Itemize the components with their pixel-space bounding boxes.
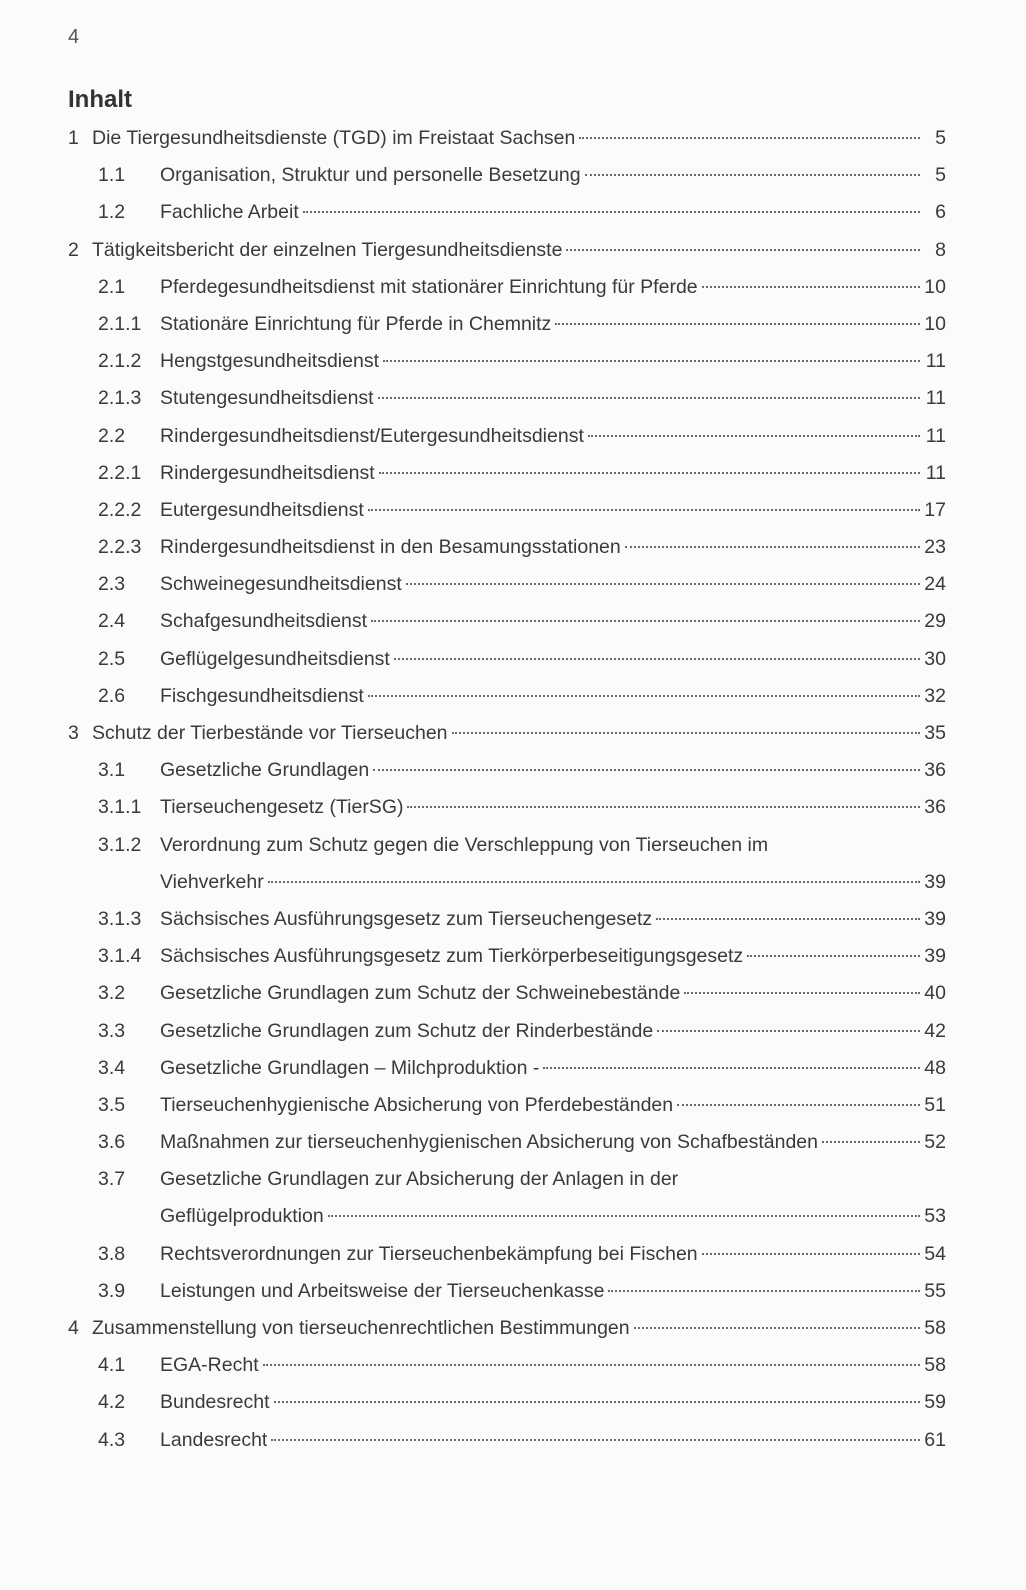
toc-entry-title: Gesetzliche Grundlagen zur Absicherung der Anlagen in der xyxy=(160,1168,679,1191)
toc-entry[interactable] xyxy=(68,901,946,938)
toc-entry-title: Landesrecht xyxy=(160,1428,268,1451)
dot-leader xyxy=(368,695,920,697)
toc-entry-title: Hengstgesundheitsdienst xyxy=(160,350,379,373)
toc-entry[interactable] xyxy=(68,529,946,566)
toc-entry-number: 2.1.2 xyxy=(98,350,142,373)
toc-entry-continuation xyxy=(160,864,946,901)
dot-leader xyxy=(303,211,920,213)
toc-entry-number: 3.1 xyxy=(98,759,126,782)
toc-entry[interactable] xyxy=(68,752,946,789)
toc-entry-page: 36 xyxy=(924,796,946,819)
toc-entry-title: Schweinegesundheitsdienst xyxy=(160,573,402,596)
toc-entry-title: Gesetzliche Grundlagen – Milchproduktion - xyxy=(160,1056,540,1079)
dot-leader xyxy=(371,620,920,622)
toc-entry-page: 10 xyxy=(924,275,946,298)
toc-entry-title-continued: Viehverkehr xyxy=(160,870,264,893)
toc-entry-title: Verordnung zum Schutz gegen die Verschleppung von Tierseuchen im xyxy=(160,833,769,856)
dot-leader xyxy=(702,286,920,288)
toc-entry-number: 3.2 xyxy=(98,982,126,1005)
toc-entry[interactable] xyxy=(68,566,946,603)
toc-entry-page: 23 xyxy=(924,536,946,559)
toc-entry-page: 58 xyxy=(924,1317,946,1340)
toc-entry-number: 4.1 xyxy=(98,1354,126,1377)
toc-entry-page: 39 xyxy=(924,945,946,968)
toc-entry-number: 3.6 xyxy=(98,1131,126,1154)
toc-entry-number: 3.1.2 xyxy=(98,833,142,856)
dot-leader xyxy=(657,1030,920,1032)
dot-leader xyxy=(263,1364,920,1366)
toc-entry[interactable] xyxy=(68,1347,946,1384)
toc-entry-number: 2.1.1 xyxy=(98,312,142,335)
toc-entry[interactable] xyxy=(68,938,946,975)
toc-entry-page: 58 xyxy=(924,1354,946,1377)
toc-entry[interactable] xyxy=(68,1384,946,1421)
dot-leader xyxy=(625,546,920,548)
toc-entry-number: 3.5 xyxy=(98,1093,126,1116)
toc-entry-title: Stutengesundheitsdienst xyxy=(160,387,374,410)
toc-entry[interactable] xyxy=(68,194,946,231)
toc-entry-number: 4.3 xyxy=(98,1428,126,1451)
toc-entry-title: Tätigkeitsbericht der einzelnen Tiergesundheitsdienste xyxy=(92,238,563,261)
toc-entry-number: 4 xyxy=(68,1317,79,1340)
toc-entry-page: 42 xyxy=(924,1019,946,1042)
toc-entry-continuation xyxy=(160,1198,946,1235)
toc-entry-number: 1 xyxy=(68,127,79,149)
dot-leader xyxy=(579,137,920,139)
toc-entry-title: Bundesrecht xyxy=(160,1391,270,1414)
toc-entry-title-continued: Geflügelproduktion xyxy=(160,1205,324,1228)
toc-entry[interactable] xyxy=(68,418,946,455)
toc-entry-page: 59 xyxy=(924,1391,946,1414)
toc-entry[interactable] xyxy=(68,306,946,343)
toc-entry-title: Schutz der Tierbestände vor Tierseuchen xyxy=(92,722,448,744)
toc-entry-page: 5 xyxy=(935,127,946,149)
toc-entry[interactable] xyxy=(68,603,946,640)
dot-leader xyxy=(684,992,920,994)
toc-entry[interactable] xyxy=(68,157,946,194)
toc-entry[interactable] xyxy=(68,1422,946,1459)
toc-entry[interactable] xyxy=(68,827,946,901)
toc-entry-title: Rechtsverordnungen zur Tierseuchenbekämpfung bei Fischen xyxy=(160,1242,698,1265)
toc-entry-title: Gesetzliche Grundlagen xyxy=(160,759,370,782)
toc-entry-page: 40 xyxy=(924,982,946,1005)
toc-entry-page: 39 xyxy=(924,907,946,930)
toc-entry[interactable] xyxy=(68,1236,946,1273)
toc-entry-title: Leistungen und Arbeitsweise der Tierseuchenkasse xyxy=(160,1279,605,1302)
page-number: 4 xyxy=(68,26,80,48)
dot-leader xyxy=(588,435,920,437)
toc-entry-page: 52 xyxy=(924,1131,946,1154)
toc-entry-page: 35 xyxy=(924,722,946,744)
toc-entry-page: 53 xyxy=(924,1205,946,1228)
toc-entry-number: 2.5 xyxy=(98,647,126,670)
toc-title: Inhalt xyxy=(68,86,132,113)
toc-entry-number: 3.8 xyxy=(98,1242,126,1265)
toc-entry-title: Geflügelgesundheitsdienst xyxy=(160,647,390,670)
dot-leader xyxy=(822,1141,920,1143)
toc-entry-number: 2.2.2 xyxy=(98,498,142,521)
toc-entry-number: 3 xyxy=(68,722,79,744)
dot-leader xyxy=(373,769,920,771)
dot-leader xyxy=(274,1401,921,1403)
toc-entry[interactable] xyxy=(68,1050,946,1087)
dot-leader xyxy=(328,1215,920,1217)
toc-entry-title: Fachliche Arbeit xyxy=(160,201,299,224)
toc-entry-number: 2.1 xyxy=(98,275,126,298)
toc-entry[interactable] xyxy=(68,1273,946,1310)
toc-entry-number: 3.7 xyxy=(98,1168,126,1191)
toc-entry-body xyxy=(160,827,946,901)
toc-entry-page: 5 xyxy=(935,164,946,187)
toc-entry[interactable] xyxy=(68,1124,946,1161)
toc-entry-number: 2 xyxy=(68,238,79,261)
toc-entry[interactable] xyxy=(68,232,946,269)
toc-entry-page: 11 xyxy=(925,387,946,410)
dot-leader xyxy=(368,509,920,511)
dot-leader xyxy=(566,249,920,251)
toc-entry-title: Eutergesundheitsdienst xyxy=(160,498,364,521)
dot-leader xyxy=(407,806,920,808)
toc-entry-page: 32 xyxy=(924,684,946,707)
toc-entry-page: 54 xyxy=(924,1242,946,1265)
dot-leader xyxy=(383,360,920,362)
dot-leader xyxy=(543,1067,920,1069)
toc-entry-title: Tierseuchenhygienische Absicherung von Pferdebeständen xyxy=(160,1093,674,1116)
toc-entry[interactable] xyxy=(68,715,946,752)
table-of-contents xyxy=(68,120,946,1459)
toc-entry-number: 3.1.1 xyxy=(98,796,142,819)
toc-entry-page: 51 xyxy=(924,1093,946,1116)
toc-entry-page: 24 xyxy=(924,573,946,596)
toc-entry[interactable] xyxy=(68,455,946,492)
toc-entry-page: 30 xyxy=(924,647,946,670)
dot-leader xyxy=(406,583,920,585)
dot-leader xyxy=(379,472,920,474)
toc-entry-page: 48 xyxy=(924,1056,946,1079)
toc-entry-title: Sächsisches Ausführungsgesetz zum Tierseuchengesetz xyxy=(160,907,653,930)
toc-entry-page: 11 xyxy=(925,461,946,484)
toc-entry[interactable] xyxy=(68,678,946,715)
toc-entry-page: 61 xyxy=(924,1428,946,1451)
dot-leader xyxy=(394,658,920,660)
toc-entry[interactable] xyxy=(68,492,946,529)
toc-entry[interactable] xyxy=(68,120,946,157)
toc-entry-page: 8 xyxy=(935,238,946,261)
dot-leader xyxy=(555,323,920,325)
toc-entry[interactable] xyxy=(68,789,946,826)
toc-entry[interactable] xyxy=(68,1013,946,1050)
toc-entry[interactable] xyxy=(68,380,946,417)
dot-leader xyxy=(452,732,920,734)
toc-entry-number: 2.1.3 xyxy=(98,387,142,410)
dot-leader xyxy=(677,1104,920,1106)
toc-entry-body xyxy=(160,1161,946,1235)
toc-entry-title: Pferdegesundheitsdienst mit stationärer Einrichtung für Pferde xyxy=(160,275,698,298)
dot-leader xyxy=(634,1327,920,1329)
toc-entry-title: Stationäre Einrichtung für Pferde in Chemnitz xyxy=(160,312,552,335)
toc-entry-title: Gesetzliche Grundlagen zum Schutz der Rinderbestände xyxy=(160,1019,654,1042)
toc-entry-title: Fischgesundheitsdienst xyxy=(160,684,364,707)
toc-entry[interactable] xyxy=(68,1310,946,1347)
toc-entry-number: 4.2 xyxy=(98,1391,126,1414)
toc-entry-title: Rindergesundheitsdienst in den Besamungsstationen xyxy=(160,536,621,559)
toc-entry[interactable] xyxy=(68,1161,946,1235)
toc-entry-page: 36 xyxy=(924,759,946,782)
toc-entry-number: 2.2 xyxy=(98,424,126,447)
toc-entry-page: 10 xyxy=(924,312,946,335)
toc-entry[interactable] xyxy=(68,269,946,306)
toc-entry-number: 3.1.3 xyxy=(98,907,142,930)
toc-entry-page: 11 xyxy=(925,350,946,373)
dot-leader xyxy=(585,174,920,176)
dot-leader xyxy=(608,1290,920,1292)
toc-entry-title: Die Tiergesundheitsdienste (TGD) im Freistaat Sachsen xyxy=(92,127,576,149)
toc-entry-title: Schafgesundheitsdienst xyxy=(160,610,368,633)
toc-entry-page: 11 xyxy=(925,424,946,447)
toc-entry-page: 17 xyxy=(924,498,946,521)
toc-entry[interactable] xyxy=(68,975,946,1012)
toc-entry-number: 1.1 xyxy=(98,164,126,187)
dot-leader xyxy=(702,1253,920,1255)
toc-entry-title: Gesetzliche Grundlagen zum Schutz der Schweinebestände xyxy=(160,982,681,1005)
toc-entry-title: Organisation, Struktur und personelle Besetzung xyxy=(160,164,581,187)
toc-entry-number: 2.3 xyxy=(98,573,126,596)
toc-entry[interactable] xyxy=(68,1087,946,1124)
dot-leader xyxy=(271,1439,920,1441)
toc-entry-title: Rindergesundheitsdienst/Eutergesundheitsdienst xyxy=(160,424,584,447)
dot-leader xyxy=(268,881,920,883)
toc-entry-number: 3.3 xyxy=(98,1019,126,1042)
dot-leader xyxy=(656,918,920,920)
toc-entry-number: 3.1.4 xyxy=(98,945,142,968)
toc-entry[interactable] xyxy=(68,343,946,380)
toc-entry-number: 2.4 xyxy=(98,610,126,633)
toc-entry[interactable] xyxy=(68,641,946,678)
toc-entry-title: Tierseuchengesetz (TierSG) xyxy=(160,796,404,819)
toc-entry-title: Maßnahmen zur tierseuchenhygienischen Absicherung von Schafbeständen xyxy=(160,1131,819,1154)
toc-entry-number: 2.6 xyxy=(98,684,126,707)
toc-entry-number: 2.2.1 xyxy=(98,461,142,484)
toc-entry-number: 2.2.3 xyxy=(98,536,142,559)
toc-entry-title: Zusammenstellung von tierseuchenrechtlichen Bestimmungen xyxy=(92,1317,630,1340)
toc-entry-title: Sächsisches Ausführungsgesetz zum Tierkörperbeseitigungsgesetz xyxy=(160,945,744,968)
toc-entry-number: 3.4 xyxy=(98,1056,126,1079)
toc-entry-number: 1.2 xyxy=(98,201,126,224)
toc-entry-number: 3.9 xyxy=(98,1279,126,1302)
toc-entry-title: EGA-Recht xyxy=(160,1354,259,1377)
toc-entry-page: 6 xyxy=(935,201,946,224)
toc-entry-title: Rindergesundheitsdienst xyxy=(160,461,375,484)
toc-entry-page: 29 xyxy=(924,610,946,633)
dot-leader xyxy=(378,397,920,399)
dot-leader xyxy=(747,955,920,957)
toc-entry-page: 39 xyxy=(924,870,946,893)
toc-entry-page: 55 xyxy=(924,1279,946,1302)
